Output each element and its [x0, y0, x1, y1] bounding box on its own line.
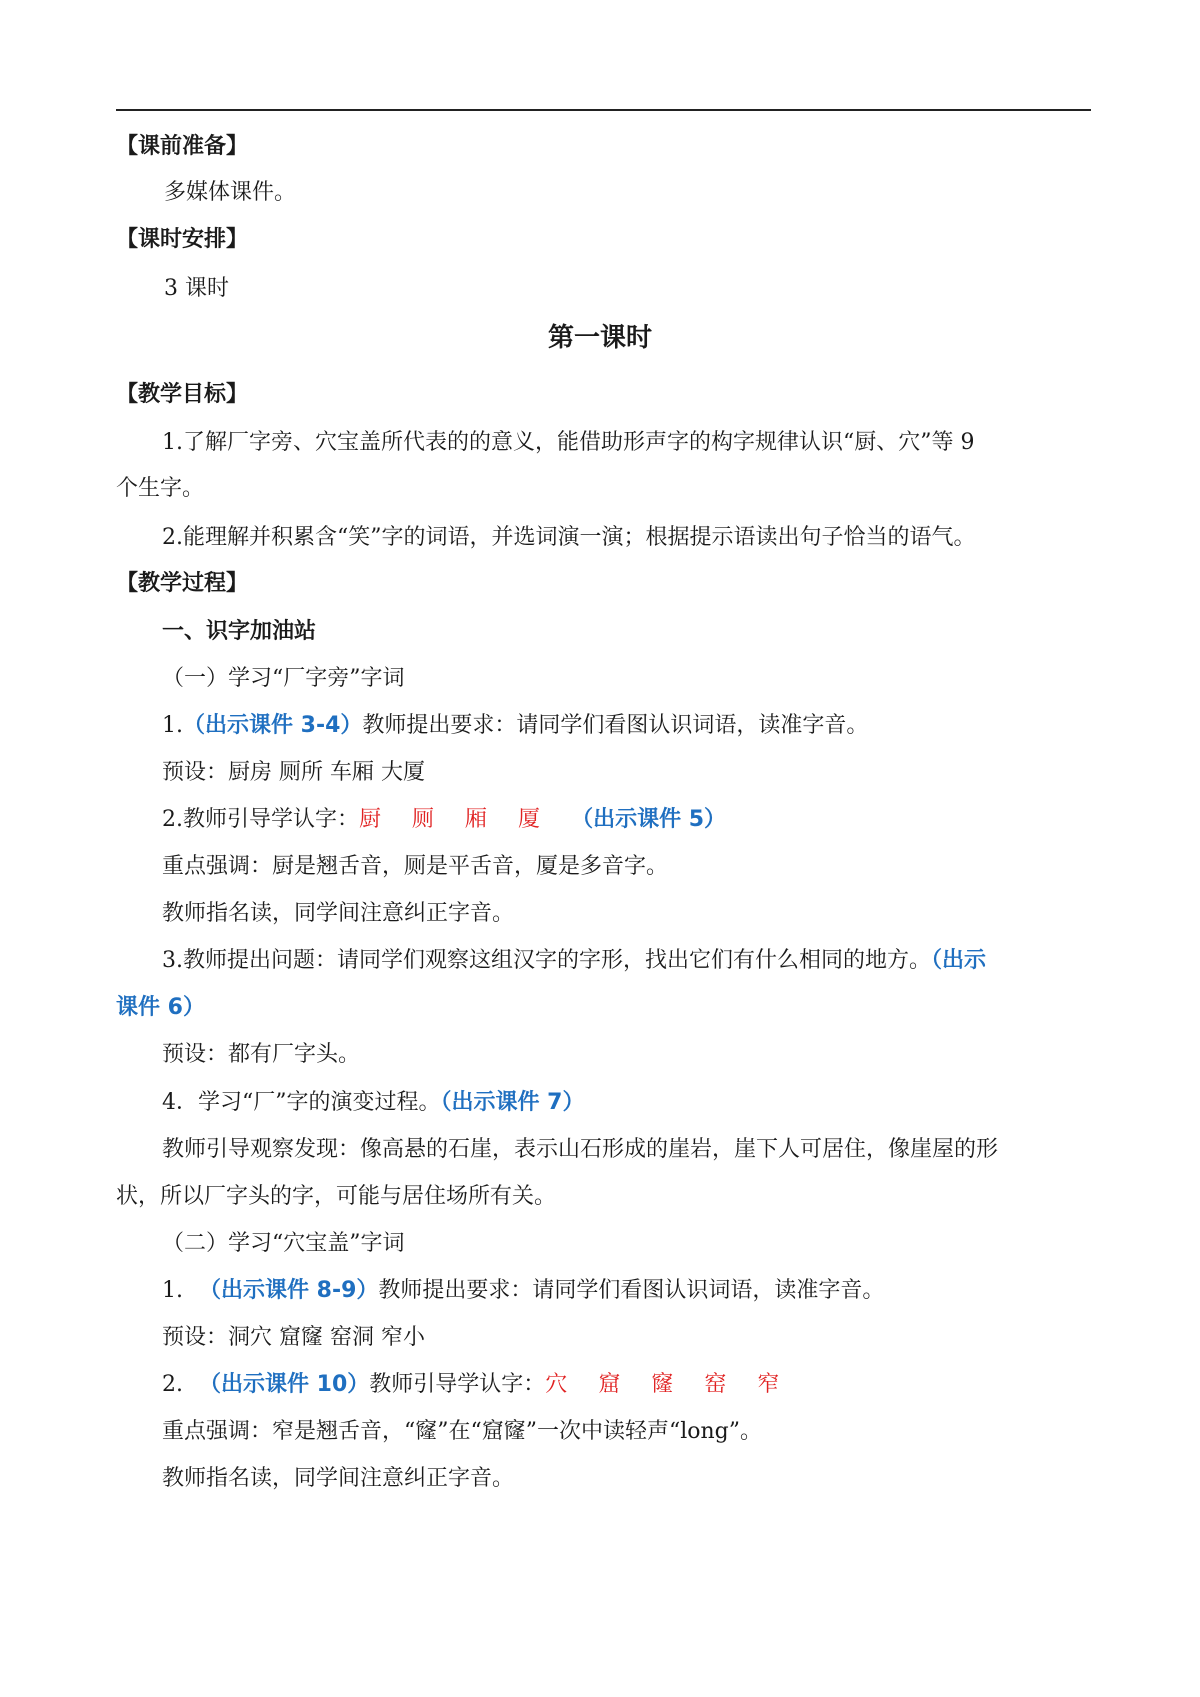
p1-preset-2: 预设：都有厂字头。 [162, 1042, 361, 1067]
courseware-tag-cont: 课件 6） [116, 995, 205, 1020]
process-heading: 【教学过程】 [116, 571, 249, 596]
step-text: 3.教师提出问题：请同学们观察这组汉字的字形，找出它们有什么相同的地方。 [162, 948, 931, 973]
step-number: 1. [162, 1278, 183, 1303]
p2-read: 教师指名读，同学间注意纠正字音。 [162, 1466, 515, 1491]
step-text: 2.教师引导学认字： [162, 807, 359, 832]
new-char: 窿 [651, 1372, 675, 1397]
new-char: 穴 [545, 1372, 569, 1397]
new-char: 窑 [704, 1372, 728, 1397]
new-char: 厦 [518, 807, 542, 832]
p2-preset: 预设：洞穴 窟窿 窑洞 窄小 [162, 1325, 425, 1350]
section-1-title: 一、识字加油站 [162, 619, 317, 644]
lesson-title: 第一课时 [547, 323, 652, 353]
goals-heading: 【教学目标】 [116, 382, 249, 407]
courseware-tag: （出示课件 3-4） [183, 713, 363, 738]
p1-step-3 [162, 946, 986, 976]
step-text: 教师提出要求：请同学们看图认识词语，读准字音。 [362, 713, 869, 738]
courseware-tag: （出示课件 7） [440, 1090, 585, 1115]
prep-heading: 【课前准备】 [116, 134, 249, 159]
goal-1-line1: 1.了解厂字旁、穴宝盖所代表的的意义，能借助形声字的构字规律认识“厨、穴”等 9 [162, 430, 975, 455]
prep-text: 多媒体课件。 [164, 180, 297, 205]
courseware-tag: （出示 [931, 948, 987, 973]
schedule-text: 3 课时 [164, 276, 229, 301]
p1-observe-line1: 教师引导观察发现：像高悬的石崖，表示山石形成的崖岩，崖下人可居住，像崖屋的形 [162, 1137, 999, 1162]
goal-2: 2.能理解并积累含“笑”字的词语，并选词演一演；根据提示语读出句子恰当的语气。 [162, 525, 976, 550]
p2-focus: 重点强调：窄是翘舌音，“窿”在“窟窿”一次中读轻声“long”。 [162, 1419, 763, 1444]
goal-1-line2: 个生字。 [116, 476, 205, 501]
p1-preset-1: 预设：厨房 厕所 车厢 大厦 [162, 760, 425, 785]
step-number: 1. [162, 713, 183, 738]
new-char: 厢 [465, 807, 489, 832]
step-text: 4．学习“厂”字的演变过程。 [162, 1090, 441, 1115]
courseware-tag: （出示课件 8-9） [199, 1278, 379, 1303]
p1-observe-line2: 状，所以厂字头的字，可能与居住场所有关。 [116, 1184, 557, 1209]
p1-step-2 [162, 805, 726, 835]
new-char: 厕 [412, 807, 436, 832]
header-rule [116, 109, 1091, 111]
p2-step-1 [162, 1276, 884, 1306]
p1-step-1 [162, 711, 868, 741]
new-char: 窟 [598, 1372, 622, 1397]
p1-step-4 [162, 1088, 584, 1118]
part-1-title: （一）学习“厂字旁”字词 [162, 666, 405, 691]
courseware-tag: （出示课件 5） [571, 807, 727, 832]
p1-focus: 重点强调：厨是翘舌音，厕是平舌音，厦是多音字。 [162, 854, 669, 879]
part-2-title: （二）学习“穴宝盖”字词 [162, 1231, 405, 1256]
step-text: 教师提出要求：请同学们看图认识词语，读准字音。 [378, 1278, 885, 1303]
new-char: 窄 [757, 1372, 781, 1397]
step-number: 2. [162, 1372, 183, 1397]
p2-step-2 [162, 1370, 780, 1400]
schedule-heading: 【课时安排】 [116, 227, 249, 252]
courseware-tag: （出示课件 10） [199, 1372, 370, 1397]
p1-read: 教师指名读，同学间注意纠正字音。 [162, 901, 515, 926]
new-char: 厨 [359, 807, 383, 832]
step-text: 教师引导学认字： [369, 1372, 546, 1397]
